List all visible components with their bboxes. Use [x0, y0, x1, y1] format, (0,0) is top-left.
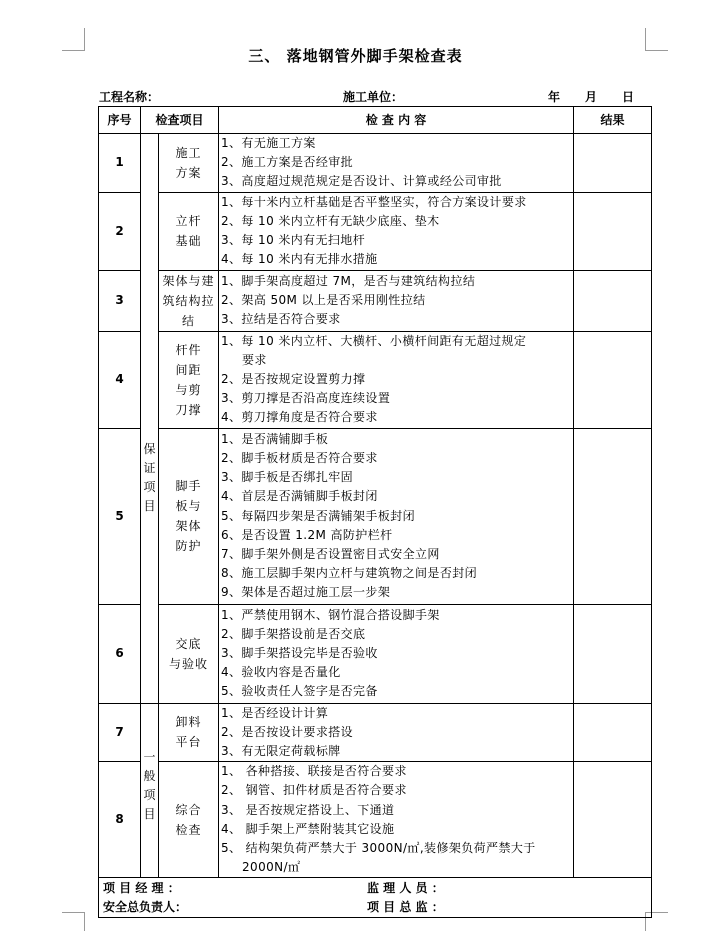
content-line: 5、验收责任人签字是否完备: [221, 684, 378, 699]
check-item: 交底 与验收: [159, 604, 219, 703]
check-content: [219, 270, 574, 331]
category-guarantee: [141, 134, 159, 704]
content-line: 3、脚手板是否绑扎牢固: [221, 470, 354, 485]
row-number: 1: [99, 134, 141, 193]
content-line: 3、高度超过规范规定是否设计、计算或经公司审批: [221, 174, 502, 189]
content-line: 5、 结构架负荷严禁大于 3000N/㎡,装修架负荷严禁大于: [221, 841, 536, 856]
content-line: 1、严禁使用钢木、钢竹混合搭设脚手架: [221, 607, 440, 622]
content-line: 4、剪刀撑角度是否符合要求: [221, 410, 378, 425]
content-line: 4、验收内容是否量化: [221, 665, 341, 680]
inspection-table: [98, 106, 652, 918]
category-guarantee-label: 保 证 项 目: [143, 442, 156, 514]
table-row: [99, 331, 652, 428]
content-line: 3、每 10 米内有无扫地杆: [221, 233, 366, 248]
signature-row: [99, 898, 652, 918]
content-line: 2、架高 50M 以上是否采用刚性拉结: [221, 293, 426, 307]
header-result: 结果: [574, 107, 652, 134]
content-line: 2000N/㎡: [242, 860, 301, 875]
row-number: 7: [99, 703, 141, 762]
row-number: 2: [99, 192, 141, 270]
row-number: 8: [99, 762, 141, 878]
row-number: 3: [99, 270, 141, 331]
result-cell[interactable]: [574, 134, 652, 193]
content-line: 7、脚手架外侧是否设置密目式安全立网: [221, 546, 440, 561]
check-content: [219, 331, 574, 428]
year-label: 年: [548, 90, 561, 104]
construction-unit-label: 施工单位：: [343, 90, 404, 104]
supervisor-label: 监 理 人 员 ：: [367, 880, 444, 895]
content-line: 2、 钢管、扣件材质是否符合要求: [221, 783, 407, 798]
content-line: 6、是否设置 1.2M 高防护栏杆: [221, 527, 393, 542]
table-row: [99, 428, 652, 604]
safety-chief-label: 安全总负责人：: [103, 900, 188, 915]
table-row: [99, 270, 652, 331]
header-content: 检 查 内 容: [219, 107, 574, 134]
table-row: [99, 604, 652, 703]
check-content: [219, 703, 574, 762]
content-line: 9、架体是否超过施工层一步架: [221, 585, 391, 600]
result-cell[interactable]: [574, 428, 652, 604]
row-number: 5: [99, 428, 141, 604]
content-line: 1、脚手架高度超过 7M，是否与建筑结构拉结: [221, 273, 476, 288]
table-row: [99, 134, 652, 193]
check-item: 卸料 平台: [159, 703, 219, 762]
result-cell[interactable]: [574, 270, 652, 331]
check-content: [219, 762, 574, 878]
result-cell[interactable]: [574, 762, 652, 878]
project-manager-label: 项 目 经 理 ：: [103, 880, 180, 895]
content-line: 3、脚手架搭设完毕是否验收: [221, 646, 378, 661]
category-general: [141, 703, 159, 878]
content-line: 3、剪刀撑是否沿高度连续设置: [221, 391, 391, 406]
table-row: [99, 192, 652, 270]
content-line: 5、每隔四步架是否满铺架手板封闭: [221, 508, 416, 523]
content-line: 3、有无限定荷载标牌: [221, 744, 341, 759]
check-content: [219, 604, 574, 703]
category-general-label: 一 般 项 目: [143, 749, 156, 821]
content-line: 2、施工方案是否经审批: [221, 155, 354, 170]
content-line: 1、是否经设计计算: [221, 705, 329, 720]
content-line: 1、每 10 米内立杆、大横杆、小横杆间距有无超过规定: [221, 333, 527, 348]
day-label: 日: [622, 90, 635, 104]
check-item: 架体与建 筑结构拉 结: [159, 270, 219, 331]
content-line: 2、脚手板材质是否符合要求: [221, 450, 378, 465]
result-cell[interactable]: [574, 604, 652, 703]
row-number: 4: [99, 331, 141, 428]
result-cell[interactable]: [574, 703, 652, 762]
content-line: 4、每 10 米内有无排水措施: [221, 252, 378, 267]
content-line: 2、是否按设计要求搭设: [221, 724, 354, 739]
header-item: 检查项目: [141, 107, 219, 134]
content-line: 2、脚手架搭设前是否交底: [221, 626, 366, 641]
month-label: 月: [585, 90, 598, 104]
check-item: 脚手 板与 架体 防护: [159, 428, 219, 604]
result-cell[interactable]: [574, 192, 652, 270]
content-line: 4、首层是否满铺脚手板封闭: [221, 489, 378, 504]
content-line: 1、 各种搭接、联接是否符合要求: [221, 764, 407, 779]
content-line: 3、 是否按规定搭设上、下通道: [221, 802, 395, 817]
table-header-row: [99, 107, 652, 134]
project-chief-label: 项 目 总 监 ：: [367, 900, 444, 915]
content-line: 2、是否按规定设置剪力撑: [221, 372, 366, 387]
check-item: 综合 检查: [159, 762, 219, 878]
content-line: 8、施工层脚手架内立杆与建筑物之间是否封闭: [221, 566, 478, 581]
table-row: [99, 703, 652, 762]
content-line: 要求: [242, 352, 267, 367]
content-line: 1、有无施工方案: [221, 136, 316, 150]
signature-row: [99, 878, 652, 898]
corner-mark-bottom-left: [62, 912, 85, 931]
signature-row-2: [99, 898, 652, 918]
check-item: 立杆 基础: [159, 192, 219, 270]
content-line: 2、每 10 米内立杆有无缺少底座、垫木: [221, 213, 440, 228]
project-name-label: 工程名称：: [99, 90, 160, 104]
content-line: 3、拉结是否符合要求: [221, 312, 341, 327]
check-content: [219, 134, 574, 193]
check-item: 杆件 间距 与剪 刀撑: [159, 331, 219, 428]
signature-row-1: [99, 878, 652, 898]
page-title: 三、 落地钢管外脚手架检查表: [248, 47, 463, 65]
content-line: 1、每十米内立杆基础是否平整坚实，符合方案设计要求: [221, 194, 527, 209]
row-number: 6: [99, 604, 141, 703]
content-line: 4、 脚手架上严禁附装其它设施: [221, 821, 395, 836]
header-seq: 序号: [99, 107, 141, 134]
check-content: [219, 428, 574, 604]
content-line: 1、是否满铺脚手板: [221, 431, 329, 446]
result-cell[interactable]: [574, 331, 652, 428]
check-item: 施工 方案: [159, 134, 219, 193]
check-content: [219, 192, 574, 270]
table-row: [99, 762, 652, 878]
